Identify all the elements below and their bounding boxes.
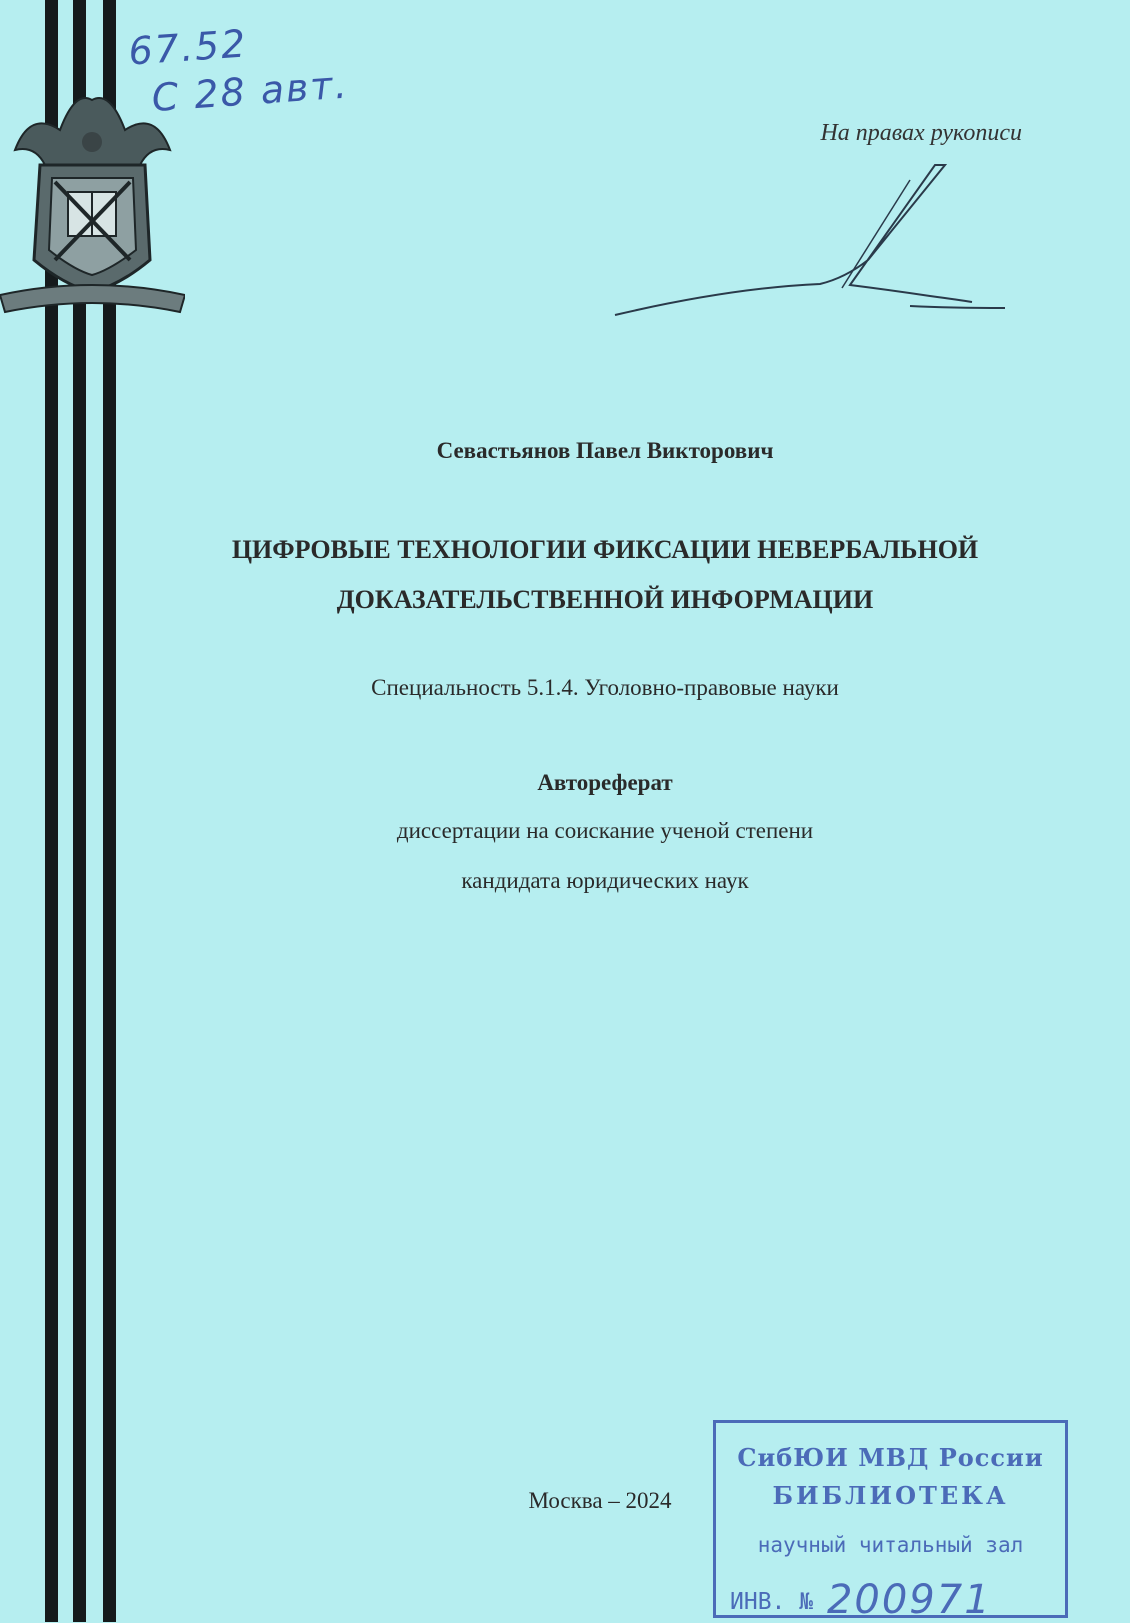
signature-icon (610, 160, 1010, 325)
author-name: Севастьянов Павел Викторович (436, 438, 774, 463)
abstract-line1: диссертации на соискание ученой степени (396, 818, 814, 843)
stamp-inventory-label: ИНВ. № (730, 1589, 814, 1615)
library-stamp (713, 1420, 1068, 1623)
handwritten-catalog-note (127, 13, 350, 124)
dissertation-title (130, 525, 1080, 625)
stamp-organization: СибЮИ МВД России (737, 1443, 1044, 1472)
handwritten-note-line1: 67.52 (127, 21, 249, 74)
abstract-line2: кандидата юридических наук (461, 868, 749, 893)
city-year: Москва – 2024 (528, 1488, 672, 1513)
handwritten-note-line2: С 28 авт. (150, 62, 350, 121)
stamp-inventory (730, 1573, 992, 1623)
abstract-heading: Автореферат (537, 770, 673, 795)
stamp-hall: научный читальный зал (757, 1533, 1024, 1557)
stamp-library: БИБЛИОТЕКА (772, 1481, 1009, 1510)
stamp-inventory-number: 200971 (826, 1577, 992, 1623)
title-line1: ЦИФРОВЫЕ ТЕХНОЛОГИИ ФИКСАЦИИ НЕВЕРБАЛЬНОЙ (231, 535, 979, 564)
rights-note: На правах рукописи (820, 120, 1022, 146)
title-line2: ДОКАЗАТЕЛЬСТВЕННОЙ ИНФОРМАЦИИ (336, 585, 874, 614)
specialty: Специальность 5.1.4. Уголовно-правовые науки (371, 675, 839, 700)
